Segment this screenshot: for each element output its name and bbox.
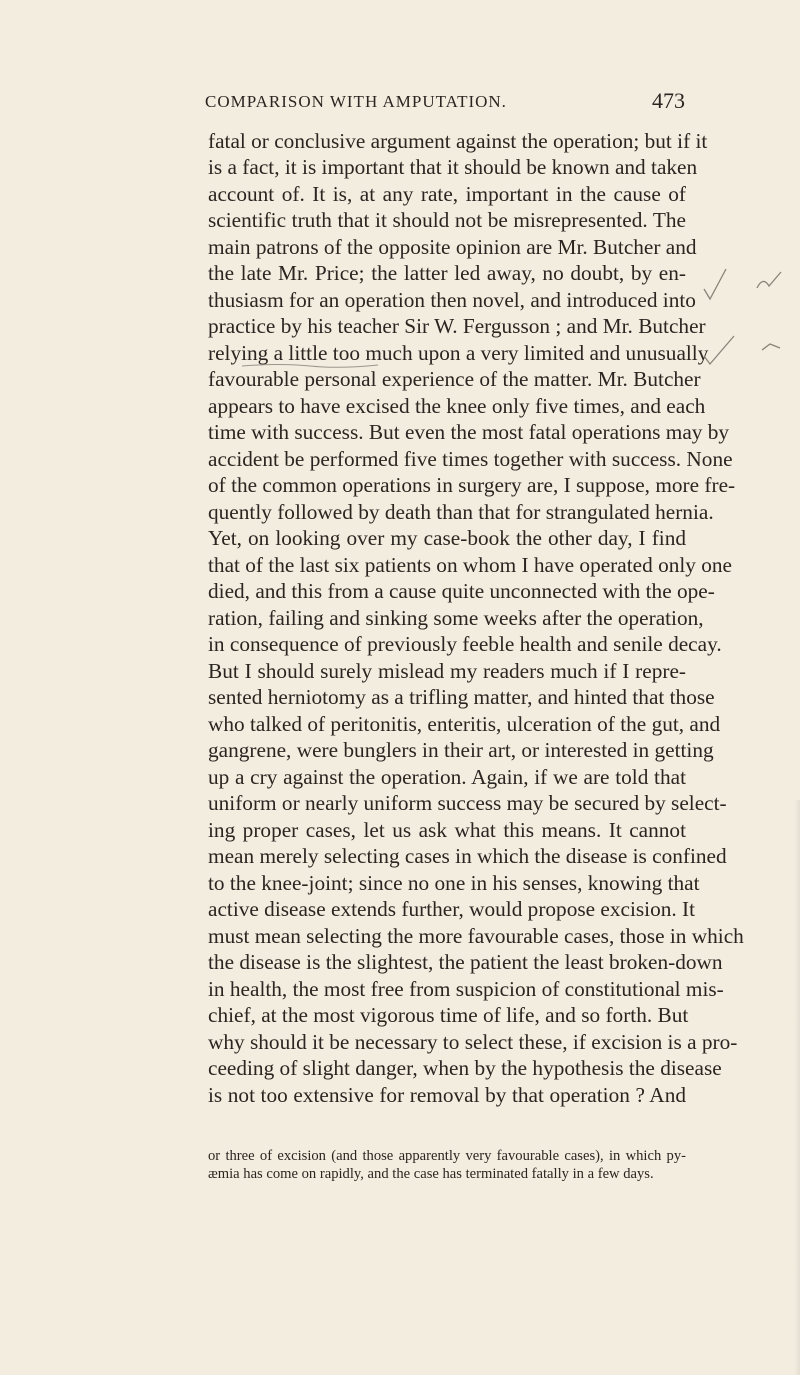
pencil-tick-mark bbox=[700, 330, 740, 370]
text-line: died, and this from a cause quite unconnected with the ope- bbox=[208, 579, 715, 603]
text-line: active disease extends further, would propose excision. It bbox=[208, 897, 696, 921]
text-line: to the knee-joint; since no one in his senses, knowing that bbox=[208, 871, 700, 895]
text-line: mean merely selecting cases in which the disease is confined bbox=[208, 844, 727, 868]
text-line: in consequence of previously feeble health and senile decay. bbox=[208, 632, 722, 656]
text-line: of the common operations in surgery are, I suppose, more fre- bbox=[208, 473, 736, 497]
pencil-mark bbox=[760, 338, 785, 358]
text-line: that of the last six patients on whom I have operated only one bbox=[208, 553, 733, 577]
text-line: But I should surely mislead my readers much if I repre- bbox=[208, 659, 686, 683]
text-line: practice by his teacher Sir W. Fergusson ; and Mr. Butcher bbox=[208, 314, 706, 338]
text-line: ration, failing and sinking some weeks after the operation, bbox=[208, 606, 704, 630]
text-line: uniform or nearly uniform success may be secured by select- bbox=[208, 791, 727, 815]
page-number: 473 bbox=[652, 88, 685, 113]
text-line: chief, at the most vigorous time of life, and so forth. But bbox=[208, 1003, 689, 1027]
text-line: who talked of peritonitis, enteritis, ulceration of the gut, and bbox=[208, 712, 721, 736]
text-line: why should it be necessary to select these, if excision is a pro- bbox=[208, 1030, 738, 1054]
text-line: ing proper cases, let us ask what this means. It cannot bbox=[208, 818, 686, 842]
text-line: fatal or conclusive argument against the operation; but if it bbox=[208, 129, 708, 153]
text-line: in health, the most free from suspicion of constitutional mis- bbox=[208, 977, 724, 1001]
text-line: the disease is the slightest, the patient the least broken-down bbox=[208, 950, 723, 974]
text-line: scientific truth that it should not be misrepresented. The bbox=[208, 208, 686, 232]
footnote-line: or three of excision (and those apparently very favourable cases), in which py- bbox=[208, 1148, 686, 1164]
text-line: is not too extensive for removal by that operation ? And bbox=[208, 1083, 686, 1107]
pencil-mark bbox=[755, 270, 785, 300]
pencil-underline-mark bbox=[240, 361, 380, 371]
pencil-tick-mark bbox=[700, 265, 730, 305]
text-line: relying a little too much upon a very limited and unusually bbox=[208, 341, 709, 365]
text-line: up a cry against the operation. Again, if we are told that bbox=[208, 765, 686, 789]
text-line: must mean selecting the more favourable cases, those in which bbox=[208, 924, 744, 948]
text-line: gangrene, were bunglers in their art, or interested in getting bbox=[208, 738, 714, 762]
text-line: is a fact, it is important that it should be known and taken bbox=[208, 155, 698, 179]
page-header bbox=[205, 88, 685, 118]
page-edge-shadow bbox=[794, 800, 800, 1375]
text-line: sented herniotomy as a trifling matter, and hinted that those bbox=[208, 685, 715, 709]
running-head: COMPARISON WITH AMPUTATION. bbox=[205, 92, 507, 111]
text-line: main patrons of the opposite opinion are Mr. Butcher and bbox=[208, 235, 697, 259]
text-line: appears to have excised the knee only five times, and each bbox=[208, 394, 706, 418]
text-line: ceeding of slight danger, when by the hypothesis the disease bbox=[208, 1056, 722, 1080]
text-line: Yet, on looking over my case-book the other day, I find bbox=[208, 526, 686, 550]
text-line: account of. It is, at any rate, important in the cause of bbox=[208, 182, 686, 206]
text-line: thusiasm for an operation then novel, and introduced into bbox=[208, 288, 696, 312]
text-line: quently followed by death than that for strangulated hernia. bbox=[208, 500, 714, 524]
text-line: the late Mr. Price; the latter led away, no doubt, by en- bbox=[208, 261, 686, 285]
text-line: accident be performed five times together with success. None bbox=[208, 447, 733, 471]
text-line: time with success. But even the most fatal operations may by bbox=[208, 420, 730, 444]
text-line: favourable personal experience of the matter. Mr. Butcher bbox=[208, 367, 701, 391]
footnote-line: æmia has come on rapidly, and the case has terminated fatally in a few days. bbox=[208, 1166, 654, 1182]
